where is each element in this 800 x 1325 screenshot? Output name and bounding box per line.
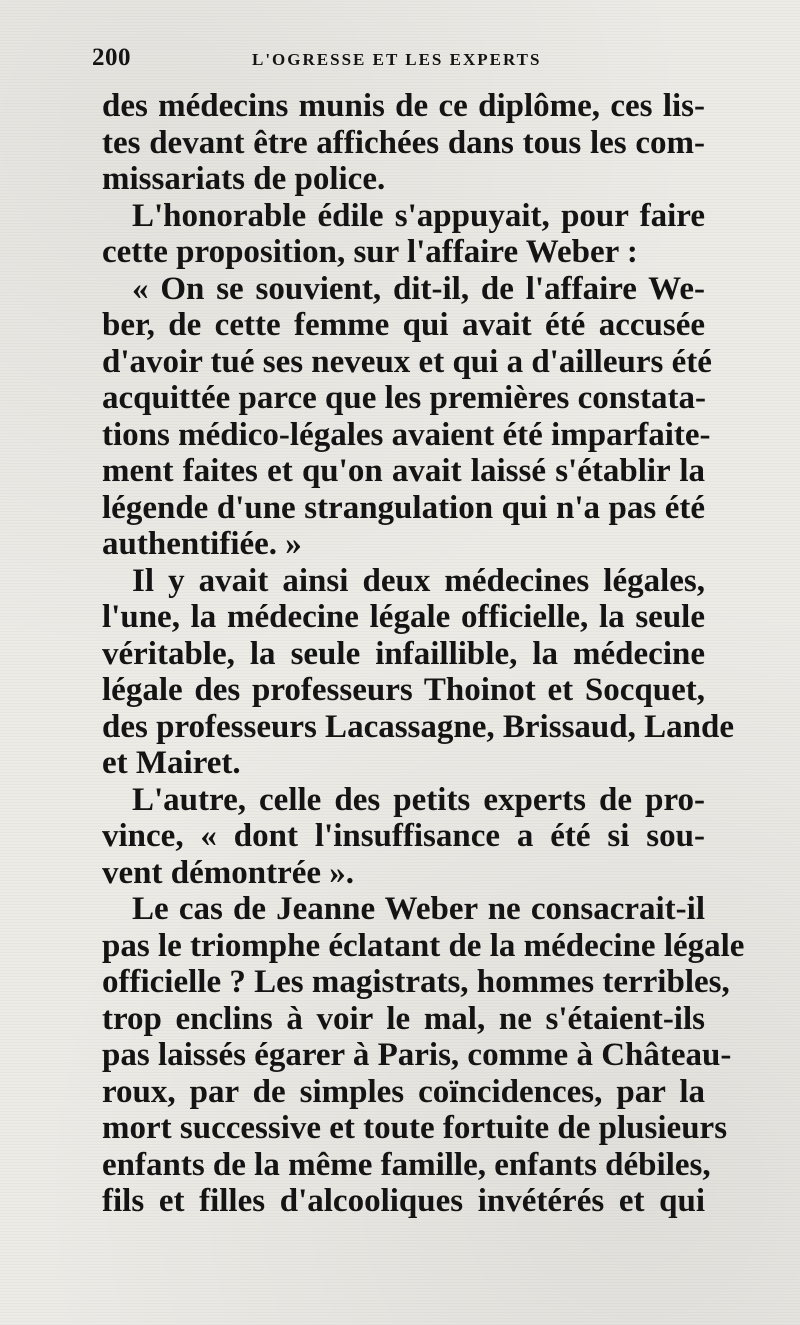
text-line: officielle ? Les magistrats, hommes terribles, <box>102 964 730 1000</box>
text-line: fils et filles d'alcooliques invétérés et qui <box>102 1183 705 1219</box>
text-line: légale des professeurs Thoinot et Socquet, <box>102 672 705 708</box>
text-line: tes devant être affichées dans tous les com- <box>102 124 705 161</box>
text-line: vince, « dont l'insuffisance a été si sou- <box>102 818 705 854</box>
text-line: et Mairet. <box>102 745 241 781</box>
text-line: des médecins munis de ce diplôme, ces lis- <box>102 88 705 124</box>
text-line: vent démontrée ». <box>102 854 355 891</box>
running-title: L'OGRESSE ET LES EXPERTS <box>252 50 542 69</box>
text-line: cette proposition, sur l'affaire Weber : <box>102 234 638 270</box>
text-line: roux, par de simples coïncidences, par la <box>102 1073 705 1110</box>
text-line: légende d'une strangulation qui n'a pas été <box>102 489 705 526</box>
text-line: d'avoir tué ses neveux et qui a d'ailleurs été <box>102 343 712 380</box>
text-line: enfants de la même famille, enfants débiles, <box>102 1146 711 1183</box>
text-line: trop enclins à voir le mal, ne s'étaient-ils <box>102 1000 705 1037</box>
text-line: des professeurs Lacassagne, Brissaud, Lande <box>102 708 734 745</box>
text-line: pas le triomphe éclatant de la médecine légale <box>102 927 745 964</box>
text-line: véritable, la seule infaillible, la médecine <box>102 635 705 672</box>
text-line: ment faites et qu'on avait laissé s'établir la <box>102 453 705 489</box>
text-line: authentifiée. » <box>102 526 302 562</box>
text-line: « On se souvient, dit-il, de l'affaire We- <box>132 270 705 307</box>
text-line: missariats de police. <box>102 161 386 197</box>
text-line: ber, de cette femme qui avait été accusée <box>102 307 705 343</box>
text-line: Il y avait ainsi deux médecines légales, <box>132 562 705 599</box>
text-line: pas laissés égarer à Paris, comme à Château- <box>102 1037 732 1073</box>
text-line: L'honorable édile s'appuyait, pour faire <box>132 197 705 234</box>
text-line: l'une, la médecine légale officielle, la seule <box>102 599 705 635</box>
text-line: mort successive et toute fortuite de plusieurs <box>102 1110 728 1146</box>
text-line: tions médico-légales avaient été imparfaite- <box>102 416 711 453</box>
text-line: Le cas de Jeanne Weber ne consacrait-il <box>132 891 705 927</box>
running-head <box>92 44 704 76</box>
text-line: acquittée parce que les premières constata- <box>102 380 706 416</box>
body-text <box>102 88 745 1220</box>
text-line: L'autre, celle des petits experts de pro- <box>132 781 705 818</box>
page-number: 200 <box>92 44 131 71</box>
